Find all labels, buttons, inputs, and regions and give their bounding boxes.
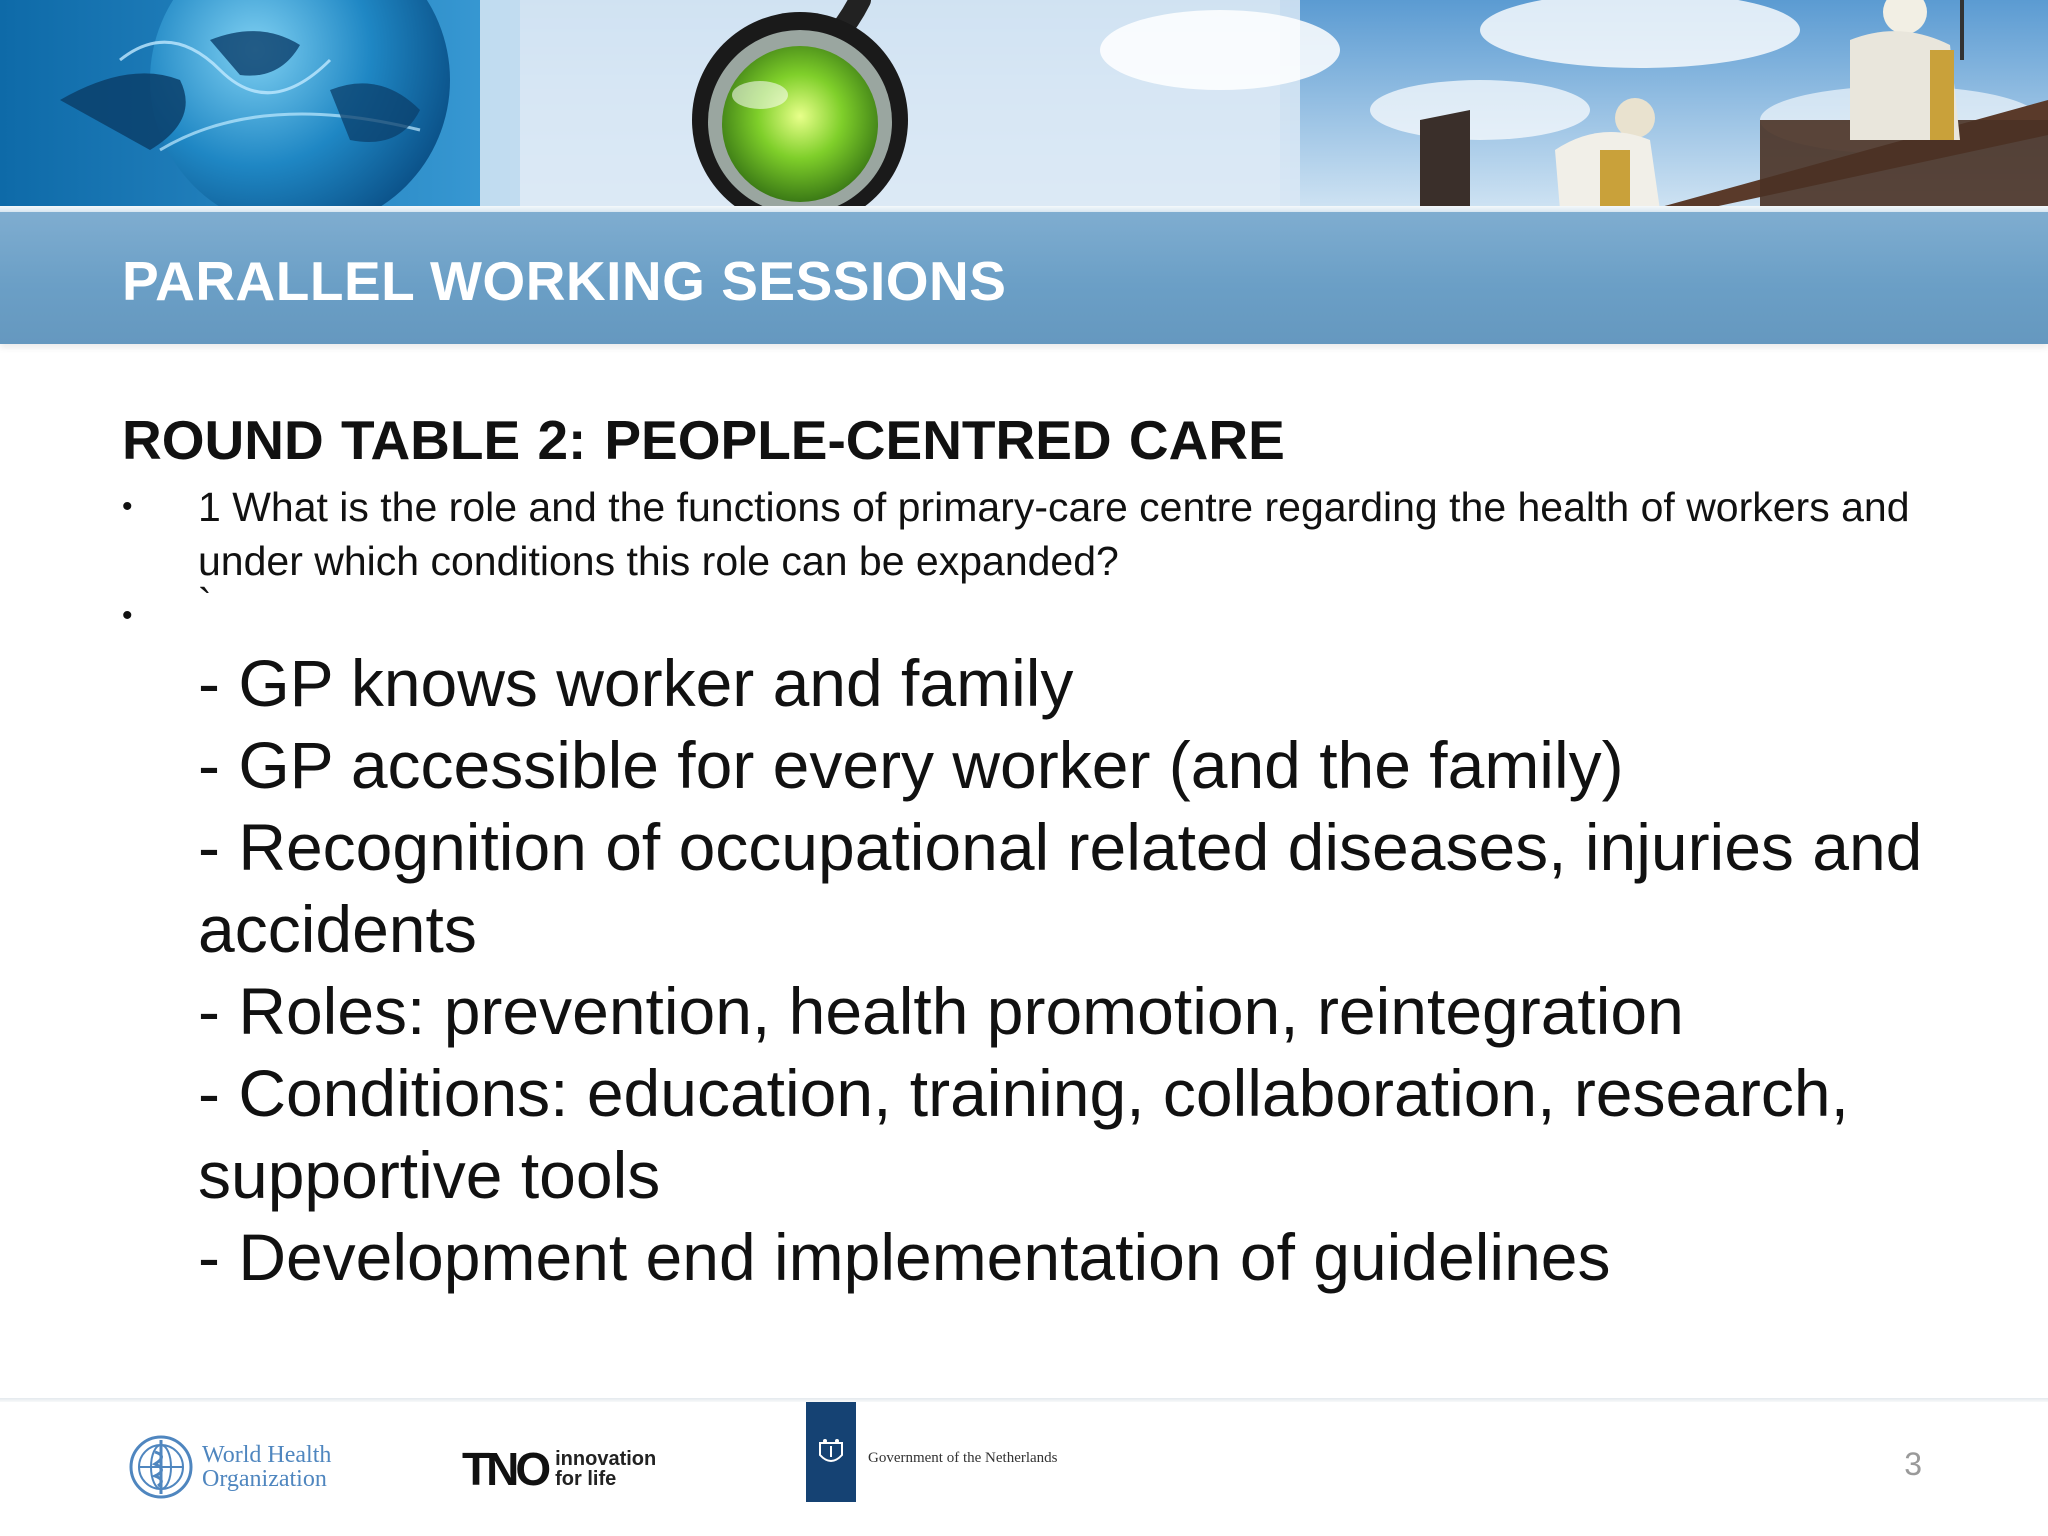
who-line2: Organization [202,1466,327,1492]
bullet-stray-mark: ` [198,580,212,626]
dutch-coat-of-arms-icon [814,1435,848,1469]
banner-illustration [0,0,2048,210]
heading-part2: PEOPLE-CENTRED CARE [604,409,1285,471]
slide-content [122,408,1922,1298]
answer-bullet [122,580,1922,632]
round-table-heading [122,408,1922,472]
gov-ribbon [806,1402,856,1502]
answer-item: - Recognition of occupational related diseases, injuries and accidents [198,810,1923,966]
bullet-symbol: • [122,490,133,523]
page-number: 3 [1904,1446,1922,1482]
question-bullet [122,480,1922,588]
heading-part1: ROUND TABLE 2: [122,409,587,471]
answer-item: - GP accessible for every worker (and the family) [198,728,1624,802]
answer-item: - Conditions: education, training, collaboration, research, supportive tools [198,1056,1849,1212]
question-text: 1 What is the role and the functions of primary-care centre regarding the health of workers and under which conditions this role can be expanded? [198,484,1910,584]
header-banner [0,0,2048,210]
tno-logo [462,1443,657,1495]
answer-item: - GP knows worker and family [198,646,1074,720]
who-line1: World Health [202,1442,332,1468]
answer-item: - Development end implementation of guidelines [198,1220,1611,1294]
title-bar [0,212,2048,344]
answer-list [198,642,1922,1298]
slide-title: PARALLEL WORKING SESSIONS [122,250,1007,312]
tno-tag-line1: innovation [555,1448,657,1470]
tno-tagline [555,1449,656,1489]
tno-tag-line2: for life [555,1468,617,1490]
who-emblem-icon [128,1434,194,1500]
who-logo [128,1434,331,1500]
tno-mark: TNO [462,1443,548,1495]
who-wordmark [202,1443,331,1491]
bullet-symbol: • [122,599,133,632]
government-netherlands-logo [806,1402,1058,1502]
gov-text: Government of the Netherlands [868,1450,1058,1466]
answer-item: - Roles: prevention, health promotion, reintegration [198,974,1684,1048]
